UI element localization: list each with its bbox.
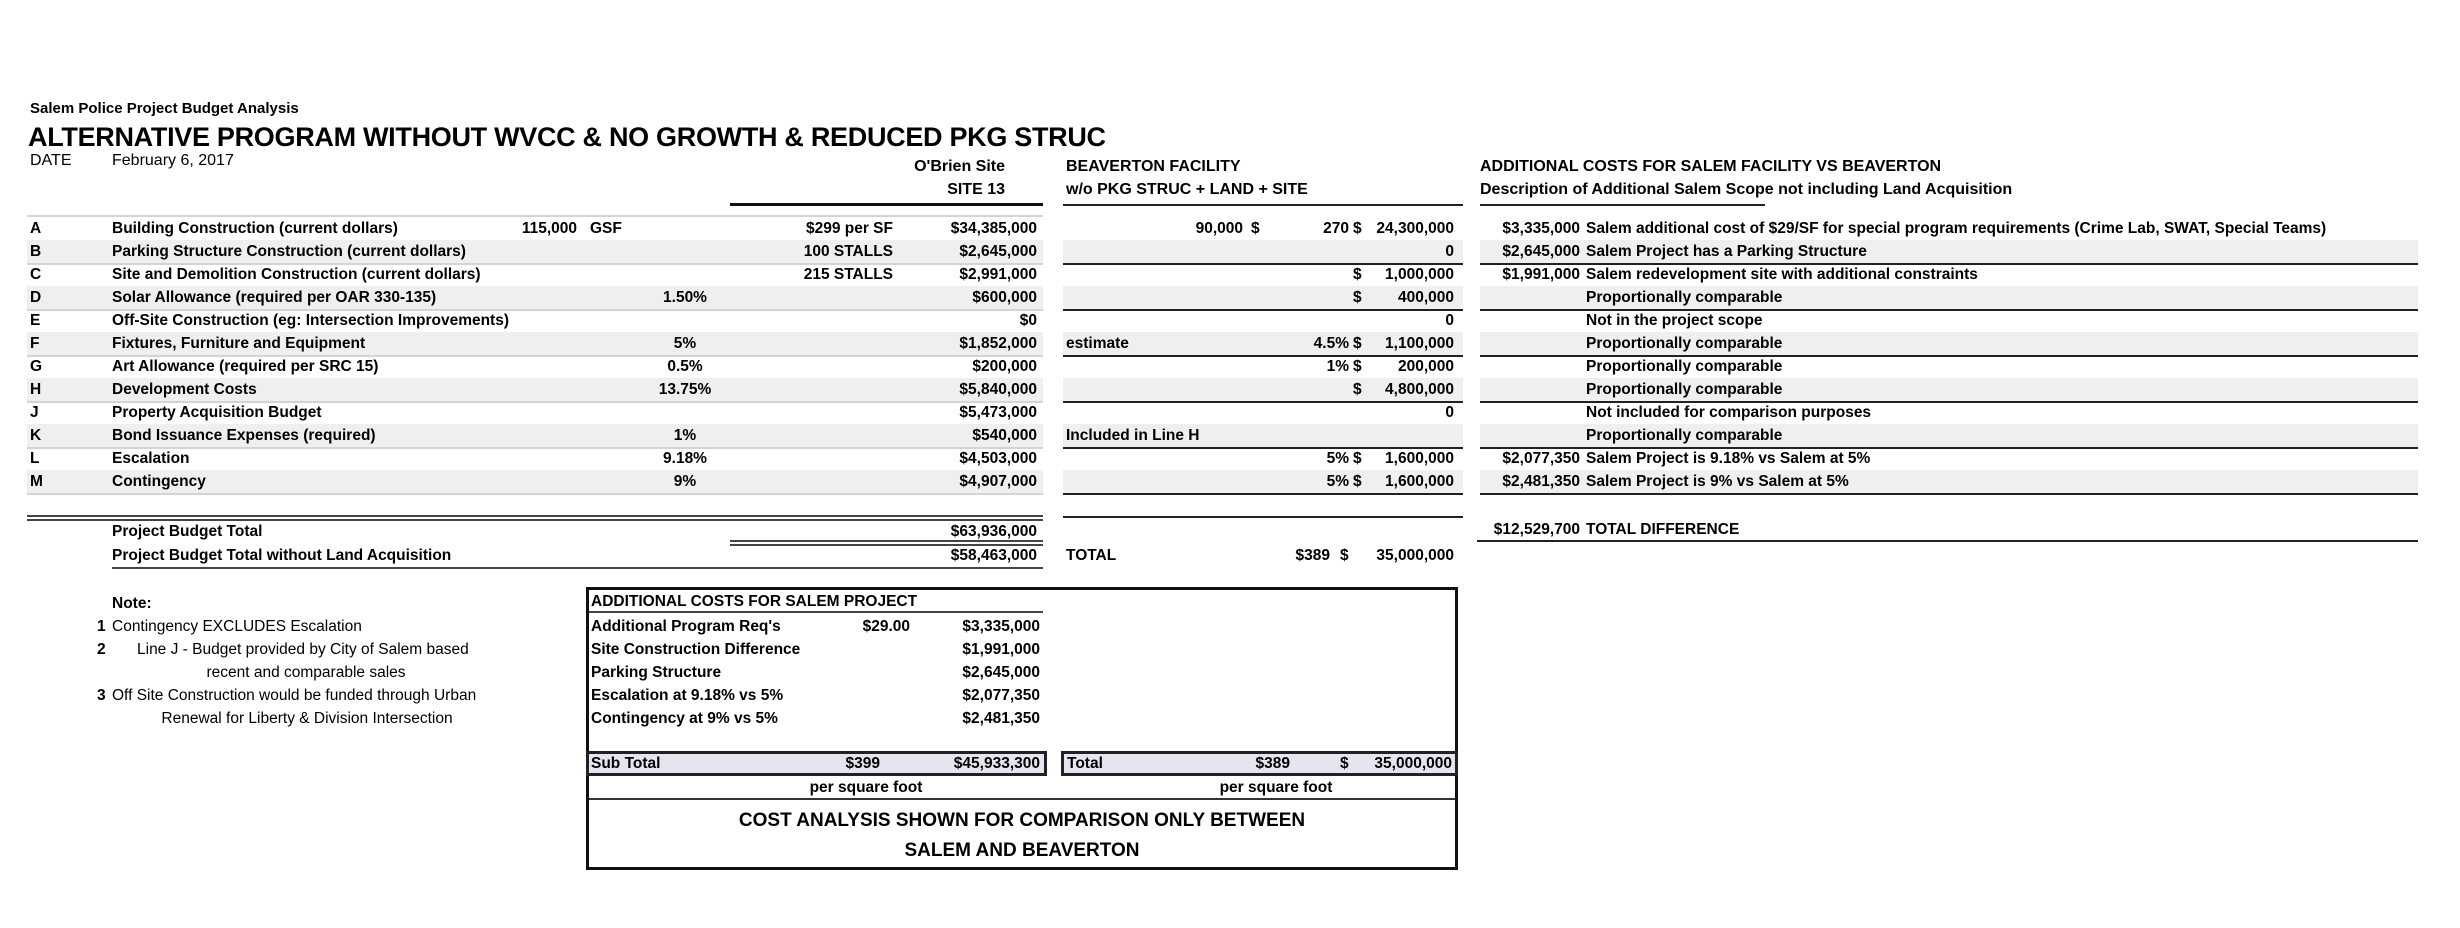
line-letter: J [30, 404, 39, 421]
line-rate: 100 STALLS [803, 243, 893, 260]
note-3-number: 3 [97, 687, 106, 704]
subtotal-per-sf: $399 [845, 755, 880, 772]
box-item-label: Site Construction Difference [591, 641, 801, 658]
per-sf-caption-left: per square foot [809, 779, 923, 796]
additional-row-a [1480, 217, 2418, 242]
line-salem-value: $4,907,000 [959, 473, 1037, 490]
beaverton-value: 1,600,000 [1385, 450, 1454, 467]
beaverton-row-d [1063, 286, 1463, 311]
line-letter: M [30, 473, 43, 490]
additional-cost-description: Proportionally comparable [1586, 358, 1783, 375]
project-budget-total-value: $63,936,000 [950, 523, 1037, 540]
total-difference-value: $12,529,700 [1493, 521, 1580, 538]
beaverton-quantity-dollar: $ [1251, 220, 1260, 237]
without-land-label: Project Budget Total without Land Acquisition [112, 547, 452, 564]
beaverton-value: 24,300,000 [1376, 220, 1454, 237]
line-label: Development Costs [112, 381, 257, 398]
total-difference-rule [1477, 540, 2418, 542]
line-rate: 215 STALLS [803, 266, 893, 283]
line-label: Solar Allowance (required per OAR 330-135) [112, 289, 437, 306]
beaverton-row-a [1063, 217, 1463, 242]
date-label: DATE [30, 152, 72, 169]
document-title: ALTERNATIVE PROGRAM WITHOUT WVCC & NO GROWTH & REDUCED PKG STRUC [28, 122, 1106, 152]
box-item-value: $2,077,350 [962, 687, 1040, 704]
line-percent: 5% [673, 335, 697, 352]
line-label: Contingency [112, 473, 206, 490]
line-label: Bond Issuance Expenses (required) [112, 427, 376, 444]
disclaimer-top-rule [589, 798, 1455, 800]
note-3-text: Off Site Construction would be funded through Urban [112, 687, 477, 704]
additional-cost-description: Proportionally comparable [1586, 289, 1783, 306]
additional-header-rule [1480, 204, 1765, 206]
line-salem-value: $0 [1019, 312, 1037, 329]
beaverton-quantity: 90,000 [1195, 220, 1243, 237]
salem-row-c [27, 263, 1043, 288]
additional-cost-value: $3,335,000 [1502, 220, 1580, 237]
line-salem-value: $34,385,000 [950, 220, 1037, 237]
note-3-text-cont: Renewal for Liberty & Division Intersection [161, 710, 453, 727]
beaverton-rate: 270 [1323, 220, 1349, 237]
beaverton-total-per-sf: $389 [1295, 547, 1330, 564]
additional-cost-description: Proportionally comparable [1586, 335, 1783, 352]
beaverton-dollar-sign: $ [1353, 335, 1362, 352]
line-letter: G [30, 358, 43, 375]
beaverton-row-j [1063, 401, 1463, 426]
beaverton-row-l [1063, 447, 1463, 472]
line-percent: 9.18% [663, 450, 707, 467]
additional-row-c [1480, 263, 2418, 288]
additional-row-h [1480, 378, 2418, 403]
box-item-label: Parking Structure [591, 664, 722, 681]
line-salem-value: $4,503,000 [959, 450, 1037, 467]
salem-row-e [27, 309, 1043, 334]
additional-row-g [1480, 355, 2418, 380]
beaverton-value: 1,600,000 [1385, 473, 1454, 490]
box-item-label: Escalation at 9.18% vs 5% [591, 687, 784, 704]
additional-row-l [1480, 447, 2418, 472]
additional-cost-value: $1,991,000 [1502, 266, 1580, 283]
without-land-value: $58,463,000 [950, 547, 1037, 564]
salem-row-m [27, 470, 1043, 495]
additional-costs-title: ADDITIONAL COSTS FOR SALEM FACILITY VS BEAVERTON [1480, 158, 1942, 175]
beaverton-row-h [1063, 378, 1463, 403]
line-percent: 0.5% [667, 358, 703, 375]
line-label: Parking Structure Construction (current dollars) [112, 243, 466, 260]
beaverton-value: 0 [1445, 404, 1454, 421]
additional-costs-subtitle: Description of Additional Salem Scope not including Land Acquisition [1480, 181, 2013, 198]
box-item-value: $2,481,350 [962, 710, 1040, 727]
salem-site-number: SITE 13 [947, 181, 1005, 198]
note-2-text-cont: recent and comparable sales [206, 664, 406, 681]
beaverton-note: Included in Line H [1066, 427, 1200, 444]
line-letter: H [30, 381, 42, 398]
salem-row-a [27, 217, 1043, 242]
box-total-dollar: $ [1340, 755, 1349, 772]
line-percent: 1.50% [663, 289, 707, 306]
additional-box-title-rule [589, 611, 1043, 613]
beaverton-total-value: 35,000,000 [1376, 547, 1454, 564]
salem-site-name: O'Brien Site [914, 158, 1005, 175]
disclaimer-line-1: COST ANALYSIS SHOWN FOR COMPARISON ONLY BETWEEN [738, 810, 1306, 831]
additional-cost-description: Salem Project is 9.18% vs Salem at 5% [1586, 450, 1871, 467]
beaverton-dollar-sign: $ [1353, 220, 1362, 237]
additional-cost-description: Not included for comparison purposes [1586, 404, 1872, 421]
additional-row-m [1480, 470, 2418, 495]
beaverton-row-g [1063, 355, 1463, 380]
box-item-value: $1,991,000 [962, 641, 1040, 658]
subtotal-value: $45,933,300 [953, 755, 1040, 772]
line-salem-value: $540,000 [972, 427, 1037, 444]
box-total-label: Total [1067, 755, 1103, 772]
additional-row-b [1480, 240, 2418, 265]
beaverton-value: 1,100,000 [1385, 335, 1454, 352]
subtotal-double-rule-top [730, 540, 1043, 542]
line-letter: L [30, 450, 40, 467]
salem-row-g [27, 355, 1043, 380]
beaverton-header-rule [1063, 204, 1463, 206]
line-letter: K [30, 427, 42, 444]
beaverton-dollar-sign: $ [1353, 381, 1362, 398]
document-subtitle: Salem Police Project Budget Analysis [30, 100, 299, 117]
beaverton-row-m [1063, 470, 1463, 495]
line-letter: D [30, 289, 42, 306]
salem-row-l [27, 447, 1043, 472]
line-percent: 13.75% [658, 381, 712, 398]
note-1-text: Contingency EXCLUDES Escalation [112, 618, 362, 635]
line-rate: $299 per SF [805, 220, 893, 237]
box-item-value: $2,645,000 [962, 664, 1040, 681]
note-2-number: 2 [97, 641, 106, 658]
beaverton-value: 0 [1445, 243, 1454, 260]
line-label: Property Acquisition Budget [112, 404, 322, 421]
line-salem-value: $600,000 [972, 289, 1037, 306]
additional-row-d [1480, 286, 2418, 311]
beaverton-total-dollar: $ [1340, 547, 1349, 564]
salem-row-h [27, 378, 1043, 403]
beaverton-title: BEAVERTON FACILITY [1066, 158, 1241, 175]
total-difference-label: TOTAL DIFFERENCE [1586, 521, 1740, 538]
line-percent: 9% [673, 473, 697, 490]
additional-cost-description: Salem redevelopment site with additional constraints [1586, 266, 1978, 283]
line-percent: 1% [673, 427, 697, 444]
notes-heading: Note: [112, 595, 152, 612]
beaverton-row-f [1063, 332, 1463, 357]
subtotal-label: Sub Total [591, 755, 661, 772]
line-quantity: 115,000 [521, 220, 577, 237]
beaverton-total-label: TOTAL [1066, 547, 1117, 564]
note-1-number: 1 [97, 618, 106, 635]
box-item-label: Contingency at 9% vs 5% [591, 710, 778, 727]
additional-row-e [1480, 309, 2418, 334]
line-label: Site and Demolition Construction (current dollars) [112, 266, 481, 283]
beaverton-total-top-rule [1063, 516, 1463, 518]
line-salem-value: $2,991,000 [959, 266, 1037, 283]
date-value: February 6, 2017 [112, 152, 234, 169]
beaverton-value: 4,800,000 [1385, 381, 1454, 398]
beaverton-row-b [1063, 240, 1463, 265]
beaverton-value: 0 [1445, 312, 1454, 329]
box-item-rate: $29.00 [862, 618, 910, 635]
line-letter: B [30, 243, 42, 260]
line-salem-value: $2,645,000 [959, 243, 1037, 260]
line-salem-value: $1,852,000 [959, 335, 1037, 352]
salem-row-b [27, 240, 1043, 265]
additional-cost-description: Salem additional cost of $29/SF for special program requirements (Crime Lab, SWAT, Special Teams) [1586, 220, 2327, 237]
box-total-per-sf: $389 [1255, 755, 1290, 772]
beaverton-value: 1,000,000 [1385, 266, 1454, 283]
note-2-text: Line J - Budget provided by City of Salem based [137, 641, 469, 658]
beaverton-dollar-sign: $ [1353, 473, 1362, 490]
beaverton-row-c [1063, 263, 1463, 288]
beaverton-rate: 4.5% [1313, 335, 1349, 352]
disclaimer-line-2: SALEM AND BEAVERTON [904, 840, 1140, 861]
additional-cost-value: $2,077,350 [1502, 450, 1580, 467]
beaverton-rate: 5% [1326, 450, 1349, 467]
box-item-value: $3,335,000 [962, 618, 1040, 635]
line-letter: C [30, 266, 42, 283]
box-total-value: 35,000,000 [1374, 755, 1452, 772]
line-letter: F [30, 335, 40, 352]
beaverton-value: 200,000 [1397, 358, 1454, 375]
beaverton-value: 400,000 [1397, 289, 1454, 306]
salem-row-j [27, 401, 1043, 426]
beaverton-dollar-sign: $ [1353, 266, 1362, 283]
line-letter: E [30, 312, 41, 329]
project-budget-total-label: Project Budget Total [112, 523, 263, 540]
line-label: Off-Site Construction (eg: Intersection Improvements) [112, 312, 510, 329]
line-label: Escalation [112, 450, 190, 467]
additional-cost-description: Proportionally comparable [1586, 427, 1783, 444]
salem-row-f [27, 332, 1043, 357]
beaverton-dollar-sign: $ [1353, 450, 1362, 467]
line-quantity-unit: GSF [590, 220, 622, 237]
beaverton-row-k [1063, 424, 1463, 449]
without-land-rule [112, 567, 1043, 569]
beaverton-dollar-sign: $ [1353, 289, 1362, 306]
additional-cost-description: Salem Project has a Parking Structure [1586, 243, 1867, 260]
beaverton-rate: 1% [1326, 358, 1349, 375]
line-letter: A [30, 220, 42, 237]
line-salem-value: $200,000 [972, 358, 1037, 375]
per-sf-caption-right: per square foot [1219, 779, 1333, 796]
line-salem-value: $5,840,000 [959, 381, 1037, 398]
beaverton-subtitle: w/o PKG STRUC + LAND + SITE [1066, 181, 1308, 198]
line-label: Building Construction (current dollars) [112, 220, 398, 237]
line-label: Fixtures, Furniture and Equipment [112, 335, 366, 352]
additional-cost-value: $2,645,000 [1502, 243, 1580, 260]
additional-cost-value: $2,481,350 [1502, 473, 1580, 490]
additional-box-title: ADDITIONAL COSTS FOR SALEM PROJECT [591, 593, 918, 610]
line-label: Art Allowance (required per SRC 15) [112, 358, 379, 375]
salem-header-rule [730, 203, 1043, 206]
additional-cost-description: Salem Project is 9% vs Salem at 5% [1586, 473, 1849, 490]
box-item-label: Additional Program Req's [591, 618, 781, 635]
line-salem-value: $5,473,000 [959, 404, 1037, 421]
salem-row-k [27, 424, 1043, 449]
salem-row-d [27, 286, 1043, 311]
beaverton-row-e [1063, 309, 1463, 334]
totals-double-rule-top [27, 515, 1043, 517]
beaverton-note: estimate [1066, 335, 1129, 352]
beaverton-rate: 5% [1326, 473, 1349, 490]
additional-cost-description: Proportionally comparable [1586, 381, 1783, 398]
beaverton-dollar-sign: $ [1353, 358, 1362, 375]
additional-row-k [1480, 424, 2418, 449]
additional-row-f [1480, 332, 2418, 357]
additional-cost-description: Not in the project scope [1586, 312, 1763, 329]
additional-row-j [1480, 401, 2418, 426]
